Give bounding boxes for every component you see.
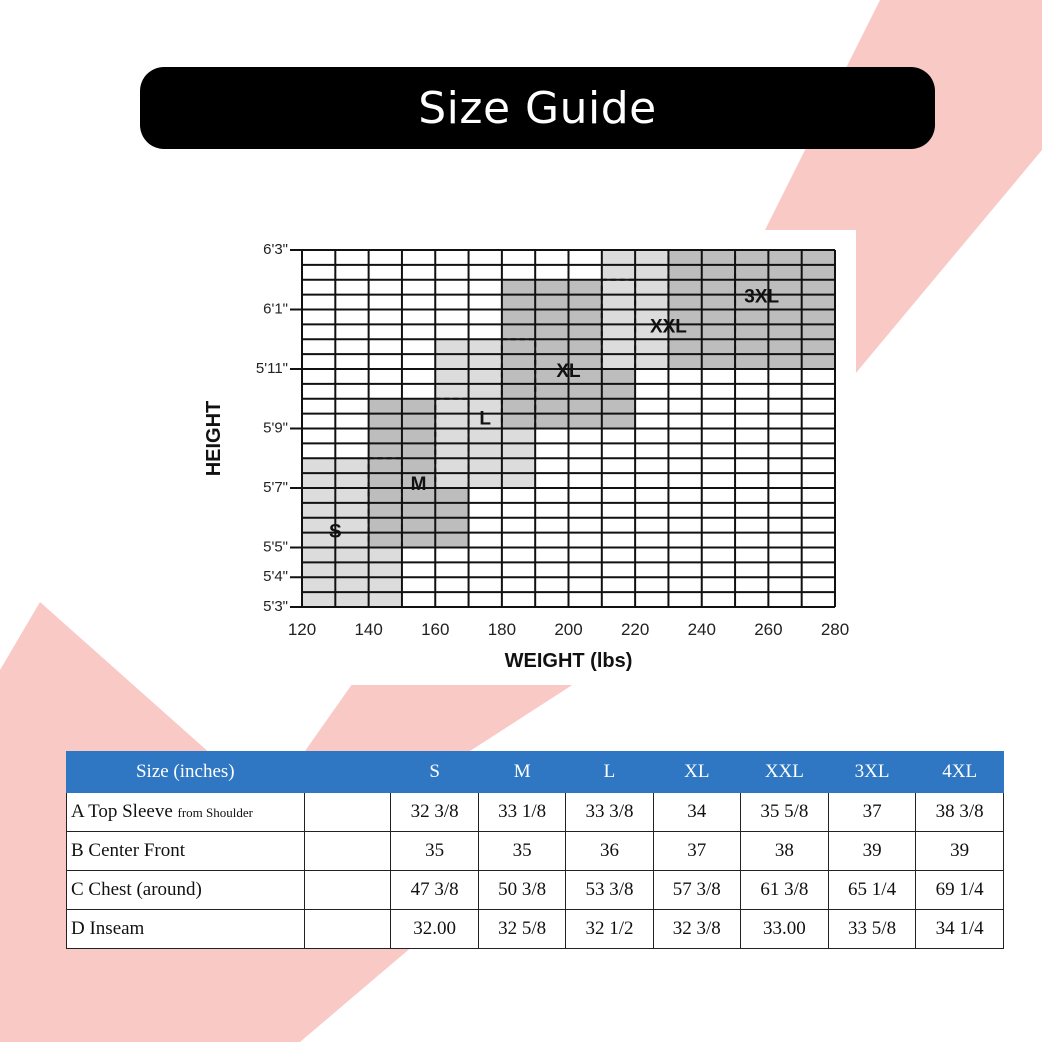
cell: 33 5/8 [828, 910, 916, 949]
table-row [67, 910, 1004, 949]
blank-cell [304, 871, 391, 910]
x-tick-label: 120 [287, 620, 317, 639]
size-region-label: S [328, 521, 342, 543]
header-s: S [391, 752, 479, 793]
row-label-text: C Chest (around) [71, 879, 202, 900]
table-header-row [67, 752, 1004, 793]
cell: 32 1/2 [566, 910, 653, 949]
page-title: Size Guide [418, 82, 657, 134]
y-tick-label: 5'7" [263, 478, 288, 496]
blank-cell [304, 910, 391, 949]
cell: 35 [391, 832, 479, 871]
y-tick-label: 6'3" [263, 240, 288, 258]
size-region-label: 3XL [744, 286, 780, 308]
y-tick-label: 5'5" [263, 538, 288, 556]
cell: 34 1/4 [916, 910, 1004, 949]
header-blank [304, 752, 391, 793]
row-label [67, 793, 305, 832]
blank-cell [304, 793, 391, 832]
size-region-label: M [410, 474, 427, 496]
cell: 38 3/8 [916, 793, 1004, 832]
y-tick-label: 5'3" [263, 597, 288, 615]
header-m: M [479, 752, 566, 793]
cell: 39 [828, 832, 916, 871]
x-tick-label: 200 [554, 620, 583, 639]
cell: 57 3/8 [653, 871, 740, 910]
x-tick-label: 140 [354, 620, 383, 639]
size-chart [192, 230, 856, 685]
x-tick-label: 240 [687, 620, 716, 639]
row-label [67, 871, 305, 910]
cell: 39 [916, 832, 1004, 871]
row-label [67, 832, 305, 871]
y-tick-label: 5'9" [263, 419, 288, 437]
y-tick-label: 5'11" [255, 359, 288, 377]
blank-cell [304, 832, 391, 871]
header-xxl: XXL [740, 752, 828, 793]
cell: 53 3/8 [566, 871, 653, 910]
table-row [67, 793, 1004, 832]
cell: 37 [653, 832, 740, 871]
cell: 32.00 [391, 910, 479, 949]
cell: 33 3/8 [566, 793, 653, 832]
table-row [67, 832, 1004, 871]
x-tick-label: 160 [421, 620, 450, 639]
x-tick-label: 220 [620, 620, 650, 639]
size-region-label: XL [556, 360, 581, 382]
size-chart-panel [192, 230, 856, 685]
header-xl: XL [653, 752, 740, 793]
cell: 61 3/8 [740, 871, 828, 910]
cell: 32 3/8 [653, 910, 740, 949]
y-tick-label: 6'1" [263, 300, 288, 318]
size-region-label: XXL [649, 316, 687, 338]
header-l: L [566, 752, 653, 793]
header-4xl: 4XL [916, 752, 1004, 793]
cell: 36 [566, 832, 653, 871]
row-label-note: from Shoulder [177, 805, 253, 820]
row-label-text: D Inseam [71, 918, 145, 939]
cell: 69 1/4 [916, 871, 1004, 910]
cell: 33.00 [740, 910, 828, 949]
row-label-text: A Top Sleeve [71, 801, 178, 822]
header-3xl: 3XL [828, 752, 916, 793]
cell: 47 3/8 [391, 871, 479, 910]
row-label-text: B Center Front [71, 840, 185, 861]
cell: 35 5/8 [740, 793, 828, 832]
row-label [67, 910, 305, 949]
cell: 50 3/8 [479, 871, 566, 910]
size-region-label: L [479, 408, 492, 430]
measurement-table [66, 751, 1004, 949]
x-tick-label: 260 [754, 620, 783, 639]
cell: 32 3/8 [391, 793, 479, 832]
y-tick-label: 5'4" [263, 568, 288, 586]
header-size-inches: Size (inches) [67, 752, 305, 793]
cell: 65 1/4 [828, 871, 916, 910]
table-row [67, 871, 1004, 910]
cell: 38 [740, 832, 828, 871]
cell: 37 [828, 793, 916, 832]
x-tick-label: 280 [820, 620, 850, 639]
title-banner [140, 67, 935, 149]
x-tick-label: 180 [487, 620, 517, 639]
stripe-middle [305, 680, 580, 751]
cell: 34 [653, 793, 740, 832]
x-axis-label: WEIGHT (lbs) [504, 650, 633, 672]
y-axis-label: HEIGHT [203, 400, 225, 477]
cell: 32 5/8 [479, 910, 566, 949]
cell: 33 1/8 [479, 793, 566, 832]
cell: 35 [479, 832, 566, 871]
